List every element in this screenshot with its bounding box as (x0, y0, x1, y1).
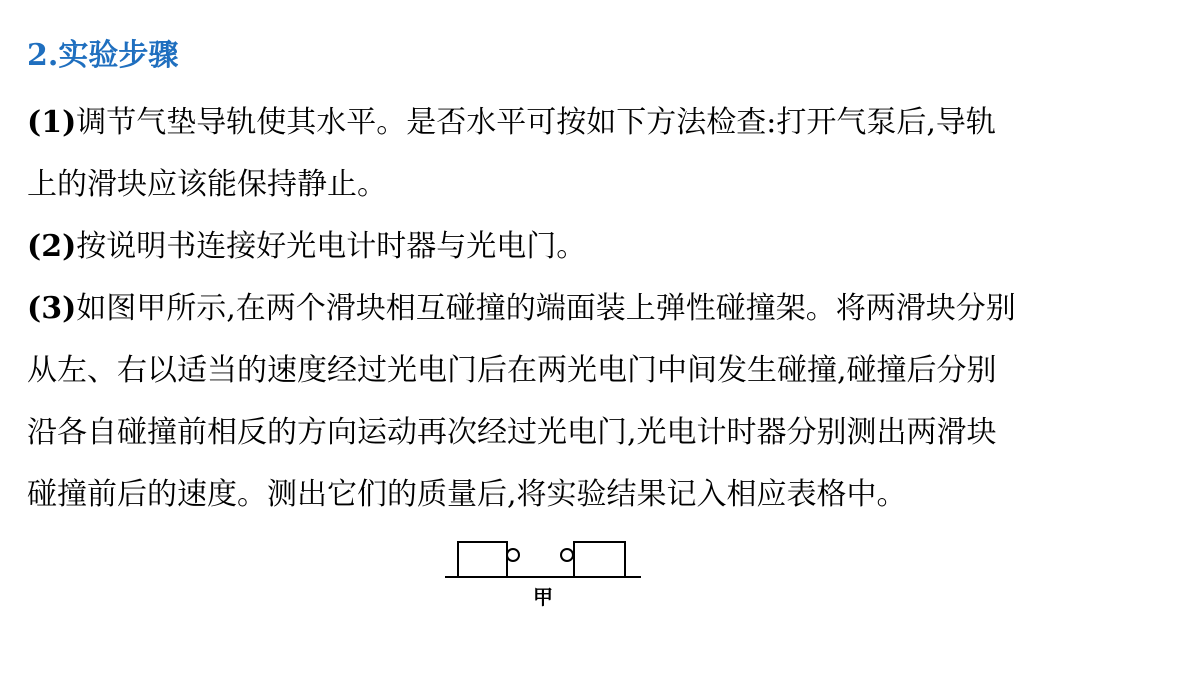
step-2-number: (2) (27, 229, 77, 264)
step-2 (27, 216, 1177, 278)
step-3-text-line-4: 碰撞前后的速度。测出它们的质量后,将实验结果记入相应表格中。 (27, 477, 907, 512)
step-3-text-line-3: 沿各自碰撞前相反的方向运动再次经过光电门,光电计时器分别测出两滑块 (27, 415, 997, 450)
step-2-text-line-1: 按说明书连接好光电计时器与光电门。 (76, 229, 587, 264)
right-glider (574, 542, 625, 577)
section-heading: 2.实验步骤 (27, 38, 179, 73)
step-1-line-1 (27, 92, 1177, 154)
step-1-number: (1) (27, 105, 77, 140)
step-3-text-line-1: 如图甲所示,在两个滑块相互碰撞的端面装上弹性碰撞架。将两滑块分别 (76, 291, 1016, 326)
step-3-number: (3) (27, 291, 77, 326)
step-1-text-line-2: 上的滑块应该能保持静止。 (27, 167, 387, 202)
step-2-line-1 (27, 216, 1177, 278)
step-3-text-line-2: 从左、右以适当的速度经过光电门后在两光电门中间发生碰撞,碰撞后分别 (27, 353, 997, 388)
left-bumper (507, 549, 519, 561)
step-1-text-line-1: 调节气垫导轨使其水平。是否水平可按如下方法检查:打开气泵后,导轨 (76, 105, 996, 140)
left-glider (458, 542, 507, 577)
step-1 (27, 92, 1177, 216)
step-3-line-1 (27, 278, 1177, 340)
step-3 (27, 278, 1177, 526)
right-bumper (561, 549, 573, 561)
figure-caption: 甲 (533, 585, 553, 609)
